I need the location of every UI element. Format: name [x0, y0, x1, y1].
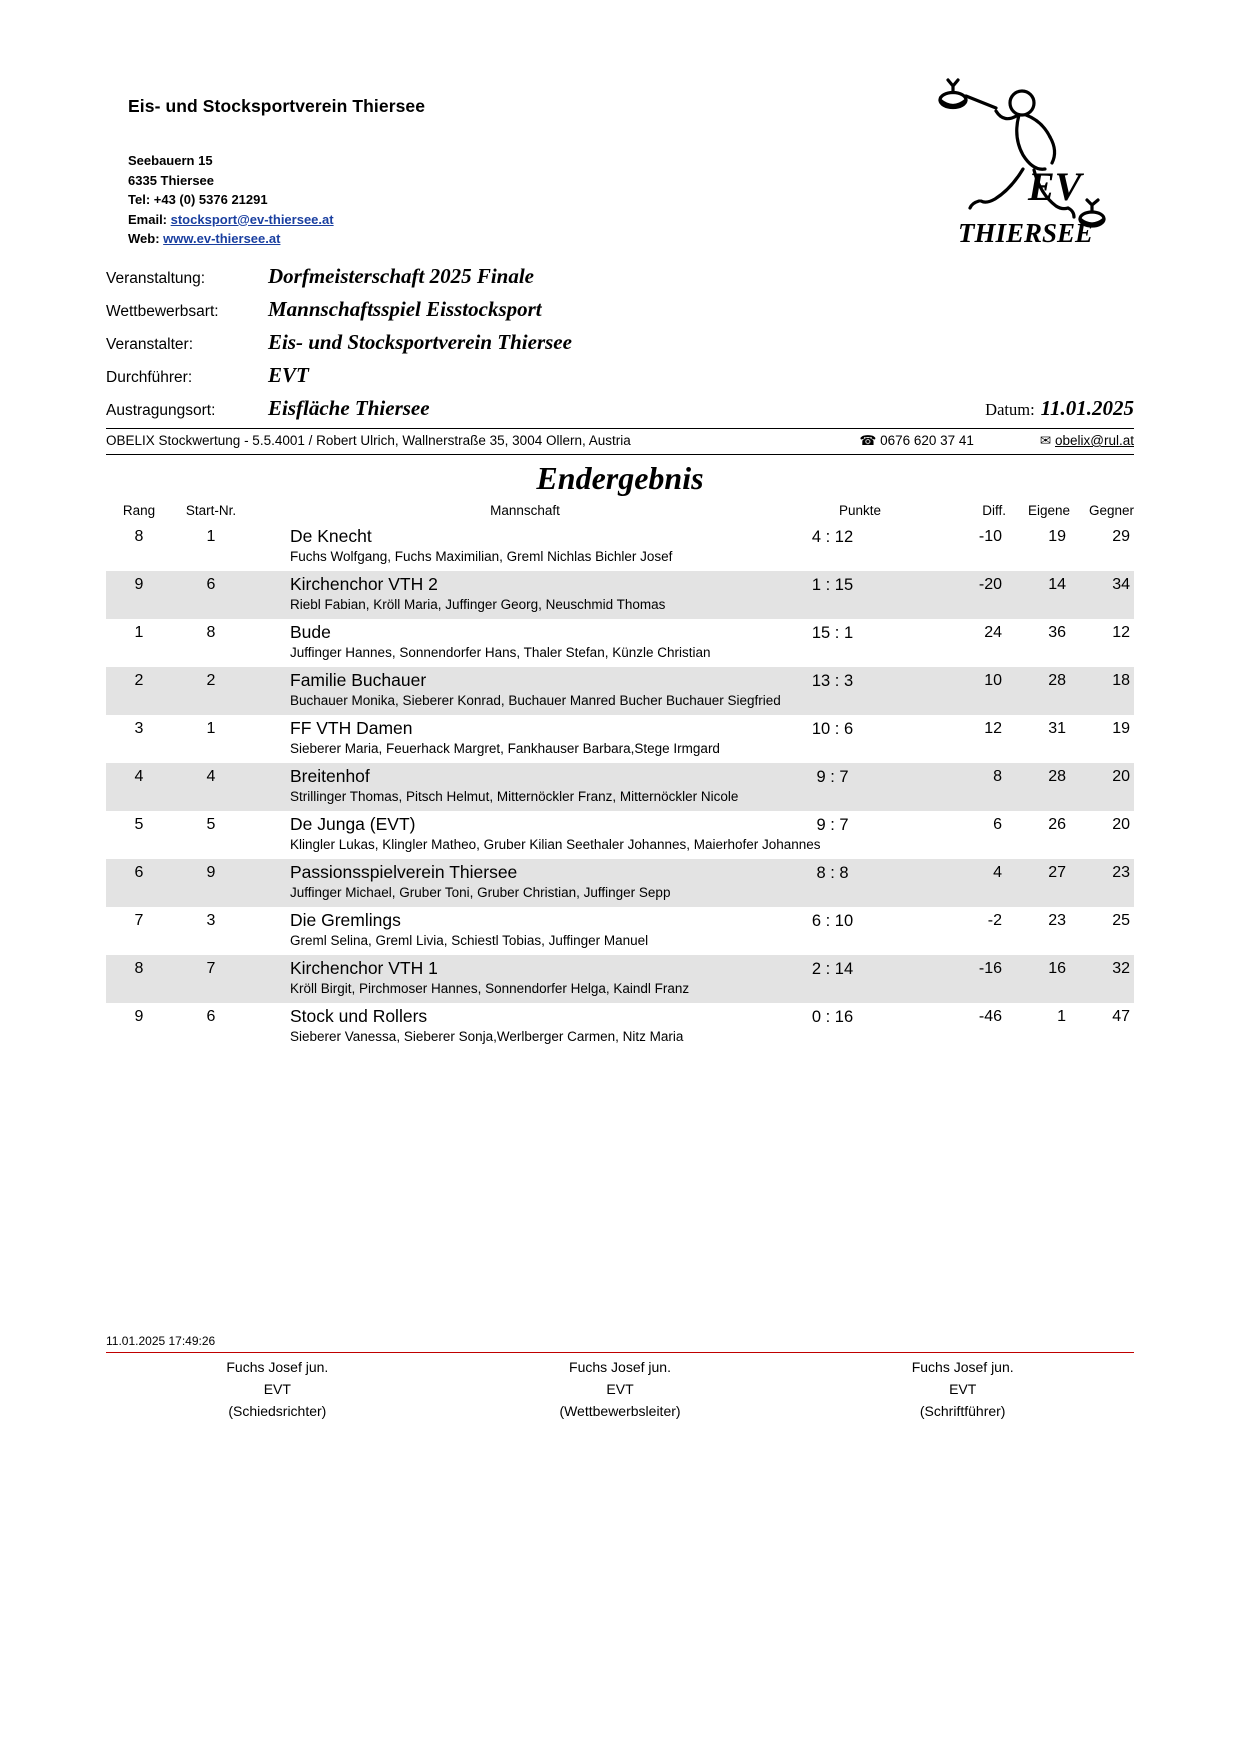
letterhead — [128, 96, 908, 249]
web-link[interactable]: www.ev-thiersee.at — [163, 231, 281, 246]
signature-org: EVT — [606, 1381, 634, 1397]
table-row-players — [106, 596, 1134, 619]
stocksport-player-icon — [922, 74, 1112, 254]
cell-punkte: 1 : 15 — [800, 571, 920, 596]
cell-eigene: 31 — [1048, 720, 1066, 737]
spacer — [106, 1028, 172, 1051]
cell-team: Kirchenchor VTH 1 — [250, 955, 800, 980]
cell-team: Familie Buchauer — [250, 667, 800, 692]
cell-punkte: 6 : 10 — [811, 912, 854, 930]
event-value: Mannschaftsspiel Eisstocksport — [268, 297, 542, 321]
cell-rang: 6 — [106, 859, 172, 884]
cell-diff: 6 — [993, 816, 1002, 833]
web-label: Web: — [128, 231, 164, 246]
cell-start: 7 — [172, 955, 250, 980]
event-value: Eis- und Stocksportverein Thiersee — [268, 330, 572, 354]
spacer — [172, 692, 250, 715]
table-row-players — [106, 836, 1134, 859]
cell-rang: 5 — [134, 816, 144, 833]
table-row — [106, 811, 1134, 836]
cell-diff: -2 — [987, 912, 1002, 929]
cell-team: Bude — [290, 622, 331, 642]
cell-players: Buchauer Monika, Sieberer Konrad, Buchauer Manred Bucher Buchauer Siegfried — [250, 692, 1134, 715]
cell-diff: 4 — [920, 859, 1006, 884]
table-row-players — [106, 788, 1134, 811]
mail-icon: ✉ — [1039, 433, 1052, 448]
cell-team: Breitenhof — [250, 763, 800, 788]
cell-players: Greml Selina, Greml Livia, Schiestl Tobias, Juffinger Manuel — [290, 933, 649, 948]
software-credit-text: OBELIX Stockwertung - 5.5.4001 / Robert Ulrich, Wallnerstraße 35, 3004 Ollern, Austria — [106, 433, 631, 448]
cell-gegner: 23 — [1070, 859, 1134, 884]
cell-players: Sieberer Vanessa, Sieberer Sonja,Werlberger Carmen, Nitz Maria — [290, 1029, 684, 1044]
cell-gegner: 20 — [1070, 763, 1134, 788]
results-table — [106, 503, 1134, 1051]
cell-gegner: 19 — [1112, 720, 1130, 737]
cell-start: 9 — [172, 859, 250, 884]
event-row-wettbewerbsart — [106, 297, 1134, 330]
event-label: Durchführer: — [106, 369, 193, 386]
cell-gegner: 47 — [1112, 1008, 1130, 1025]
table-row-players — [106, 884, 1134, 907]
event-value: EVT — [268, 363, 309, 387]
event-value: Dorfmeisterschaft 2025 Finale — [268, 264, 534, 288]
cell-players: Strillinger Thomas, Pitsch Helmut, Mitternöckler Franz, Mitternöckler Nicole — [250, 788, 1134, 811]
cell-eigene: 16 — [1006, 955, 1070, 980]
cell-rang: 3 — [134, 720, 144, 737]
cell-punkte: 4 : 12 — [811, 528, 854, 546]
cell-diff: 8 — [920, 763, 1006, 788]
cell-rang: 4 — [106, 763, 172, 788]
spacer — [172, 596, 250, 619]
spacer — [106, 596, 172, 619]
spacer — [106, 884, 172, 907]
signature-competition-director — [449, 1356, 792, 1422]
club-address — [128, 151, 908, 249]
event-row-durchfuehrer — [106, 363, 1134, 396]
cell-gegner: 32 — [1070, 955, 1134, 980]
contact-phone — [859, 433, 1039, 449]
signature-secretary — [791, 1356, 1134, 1422]
print-timestamp: 11.01.2025 17:49:26 — [106, 1334, 216, 1348]
cell-eigene: 23 — [1048, 912, 1066, 929]
signature-referee — [106, 1356, 449, 1422]
cell-rang: 9 — [134, 1008, 144, 1025]
spacer — [106, 548, 172, 571]
spacer — [172, 932, 250, 955]
date-value: 11.01.2025 — [1040, 396, 1134, 420]
cell-punkte: 10 : 6 — [811, 720, 854, 738]
cell-start: 1 — [206, 720, 216, 737]
table-row-players — [106, 644, 1134, 667]
cell-punkte: 13 : 3 — [800, 667, 920, 692]
signature-role: (Schiedsrichter) — [228, 1403, 327, 1419]
club-logo — [922, 74, 1112, 254]
column-header-start: Start-Nr. — [185, 503, 237, 518]
cell-eigene: 1 — [1057, 1008, 1066, 1025]
divider-bottom — [106, 454, 1134, 455]
event-info — [106, 264, 1134, 429]
column-header-mannschaft: Mannschaft — [490, 503, 560, 518]
cell-rang: 7 — [134, 912, 144, 929]
address-line — [128, 190, 908, 210]
cell-eigene: 36 — [1048, 624, 1066, 641]
event-label: Austragungsort: — [106, 402, 216, 419]
cell-diff: 12 — [984, 720, 1002, 737]
event-row-austragungsort — [106, 396, 1134, 429]
cell-rang: 1 — [134, 624, 144, 641]
cell-players: Juffinger Hannes, Sonnendorfer Hans, Thaler Stefan, Künzle Christian — [290, 645, 711, 660]
cell-start: 2 — [172, 667, 250, 692]
spacer — [172, 836, 250, 859]
event-date — [985, 396, 1134, 421]
cell-eigene: 28 — [1006, 667, 1070, 692]
cell-gegner: 12 — [1112, 624, 1130, 641]
cell-team: Kirchenchor VTH 2 — [250, 571, 800, 596]
table-row — [106, 715, 1134, 740]
event-label: Wettbewerbsart: — [106, 303, 219, 320]
phone-number: 0676 620 37 41 — [880, 433, 974, 448]
spacer — [106, 740, 172, 763]
table-row — [106, 523, 1134, 548]
table-row-players — [106, 548, 1134, 571]
spacer — [106, 644, 172, 667]
cell-gegner: 20 — [1112, 816, 1130, 833]
cell-players: Juffinger Michael, Gruber Toni, Gruber Christian, Juffinger Sepp — [250, 884, 1134, 907]
cell-team: Passionsspielverein Thiersee — [250, 859, 800, 884]
cell-players: Riebl Fabian, Kröll Maria, Juffinger Georg, Neuschmid Thomas — [250, 596, 1134, 619]
cell-start: 1 — [206, 528, 216, 545]
phone-icon: ☎ — [859, 433, 877, 448]
table-row-players — [106, 692, 1134, 715]
spacer — [106, 980, 172, 1003]
web-line — [128, 229, 908, 249]
signature-name: Fuchs Josef jun. — [226, 1359, 329, 1375]
table-row — [106, 907, 1134, 932]
cell-eigene: 28 — [1006, 763, 1070, 788]
cell-start: 8 — [206, 624, 216, 641]
footer-divider — [106, 1352, 1134, 1353]
cell-rang: 9 — [106, 571, 172, 596]
table-row-players — [106, 980, 1134, 1003]
table-row — [106, 859, 1134, 884]
table-header-row — [106, 503, 1134, 523]
event-value: Eisfläche Thiersee — [268, 396, 430, 420]
cell-eigene: 26 — [1048, 816, 1066, 833]
cell-eigene: 27 — [1006, 859, 1070, 884]
phone-text: Tel: +43 (0) 5376 21291 — [128, 192, 268, 207]
column-header-diff: Diff. — [982, 503, 1006, 518]
column-header-eigene: Eigene — [1027, 503, 1070, 518]
table-row — [106, 955, 1134, 980]
cell-punkte: 9 : 7 — [816, 816, 849, 834]
spacer — [106, 788, 172, 811]
column-header-gegner: Gegner — [1088, 503, 1134, 518]
table-row — [106, 667, 1134, 692]
table-row-players — [106, 932, 1134, 955]
cell-players: Klingler Lukas, Klingler Matheo, Gruber Kilian Seethaler Johannes, Maierhofer Johannes — [290, 837, 821, 852]
email-link-obelix[interactable]: obelix@rul.at — [1055, 433, 1134, 448]
table-row — [106, 763, 1134, 788]
date-label: Datum: — [985, 400, 1035, 419]
address-line — [128, 151, 908, 171]
signature-org: EVT — [949, 1381, 977, 1397]
cell-punkte: 0 : 16 — [811, 1008, 854, 1026]
signature-org: EVT — [263, 1381, 291, 1397]
cell-players: Fuchs Wolfgang, Fuchs Maximilian, Greml Nichlas Bichler Josef — [290, 549, 673, 564]
spacer — [172, 740, 250, 763]
spacer — [172, 884, 250, 907]
cell-rang: 8 — [134, 528, 144, 545]
column-header-punkte: Punkte — [838, 503, 882, 518]
address-text: Seebauern 15 — [128, 153, 213, 168]
event-label: Veranstaltung: — [106, 270, 206, 287]
cell-diff: -46 — [978, 1008, 1002, 1025]
column-header-rang: Rang — [122, 503, 156, 518]
cell-team: Stock und Rollers — [290, 1006, 428, 1026]
cell-rang: 2 — [106, 667, 172, 692]
cell-start: 5 — [206, 816, 216, 833]
cell-players: Kröll Birgit, Pirchmoser Hannes, Sonnendorfer Helga, Kaindl Franz — [250, 980, 1134, 1003]
email-link[interactable]: stocksport@ev-thiersee.at — [170, 211, 334, 227]
cell-eigene: 19 — [1048, 528, 1066, 545]
event-row-veranstalter — [106, 330, 1134, 363]
cell-team: FF VTH Damen — [290, 718, 413, 738]
spacer — [106, 692, 172, 715]
event-label: Veranstalter: — [106, 336, 194, 353]
event-row-veranstaltung — [106, 264, 1134, 297]
cell-diff: -10 — [978, 528, 1002, 545]
email-line — [128, 210, 908, 230]
table-row — [106, 619, 1134, 644]
cell-punkte: 8 : 8 — [800, 859, 920, 884]
cell-gegner: 34 — [1070, 571, 1134, 596]
cell-players: Sieberer Maria, Feuerhack Margret, Fankhauser Barbara,Stege Irmgard — [290, 741, 720, 756]
spacer — [172, 1028, 250, 1051]
cell-punkte: 9 : 7 — [800, 763, 920, 788]
divider-top — [106, 428, 1134, 429]
page-title: Endergebnis — [536, 460, 704, 496]
cell-start: 6 — [206, 1008, 216, 1025]
club-name: Eis- und Stocksportverein Thiersee — [128, 96, 426, 116]
signature-role: (Schriftführer) — [919, 1403, 1006, 1419]
spacer — [172, 548, 250, 571]
software-credit-line — [106, 433, 1134, 449]
cell-start: 3 — [206, 912, 216, 929]
spacer — [172, 980, 250, 1003]
signature-name: Fuchs Josef jun. — [911, 1359, 1014, 1375]
spacer — [172, 788, 250, 811]
cell-start: 4 — [172, 763, 250, 788]
cell-team: Die Gremlings — [290, 910, 401, 930]
cell-eigene: 14 — [1006, 571, 1070, 596]
contact-email — [1040, 433, 1134, 449]
cell-team: De Knecht — [290, 526, 372, 546]
email-label: Email: — [128, 211, 171, 227]
cell-punkte: 2 : 14 — [800, 955, 920, 980]
cell-punkte: 15 : 1 — [811, 624, 854, 642]
cell-diff: -16 — [920, 955, 1006, 980]
table-row — [106, 571, 1134, 596]
spacer — [106, 836, 172, 859]
cell-diff: -20 — [920, 571, 1006, 596]
logo-text-thiersee: THIERSEE — [958, 218, 1094, 248]
table-row-players — [106, 1028, 1134, 1051]
address-line — [128, 171, 908, 191]
cell-gegner: 29 — [1112, 528, 1130, 545]
cell-start: 6 — [172, 571, 250, 596]
cell-gegner: 25 — [1112, 912, 1130, 929]
cell-diff: 24 — [984, 624, 1002, 641]
signature-name: Fuchs Josef jun. — [569, 1359, 671, 1375]
signature-block — [106, 1356, 1134, 1422]
address-text: 6335 Thiersee — [128, 172, 215, 188]
spacer — [172, 644, 250, 667]
table-row — [106, 1003, 1134, 1028]
spacer — [106, 932, 172, 955]
signature-role: (Wettbewerbsleiter) — [559, 1403, 681, 1419]
cell-gegner: 18 — [1070, 667, 1134, 692]
cell-diff: 10 — [920, 667, 1006, 692]
logo-text-ev: EV — [1028, 164, 1082, 209]
table-row-players — [106, 740, 1134, 763]
cell-team: De Junga (EVT) — [290, 814, 416, 834]
cell-rang: 8 — [106, 955, 172, 980]
